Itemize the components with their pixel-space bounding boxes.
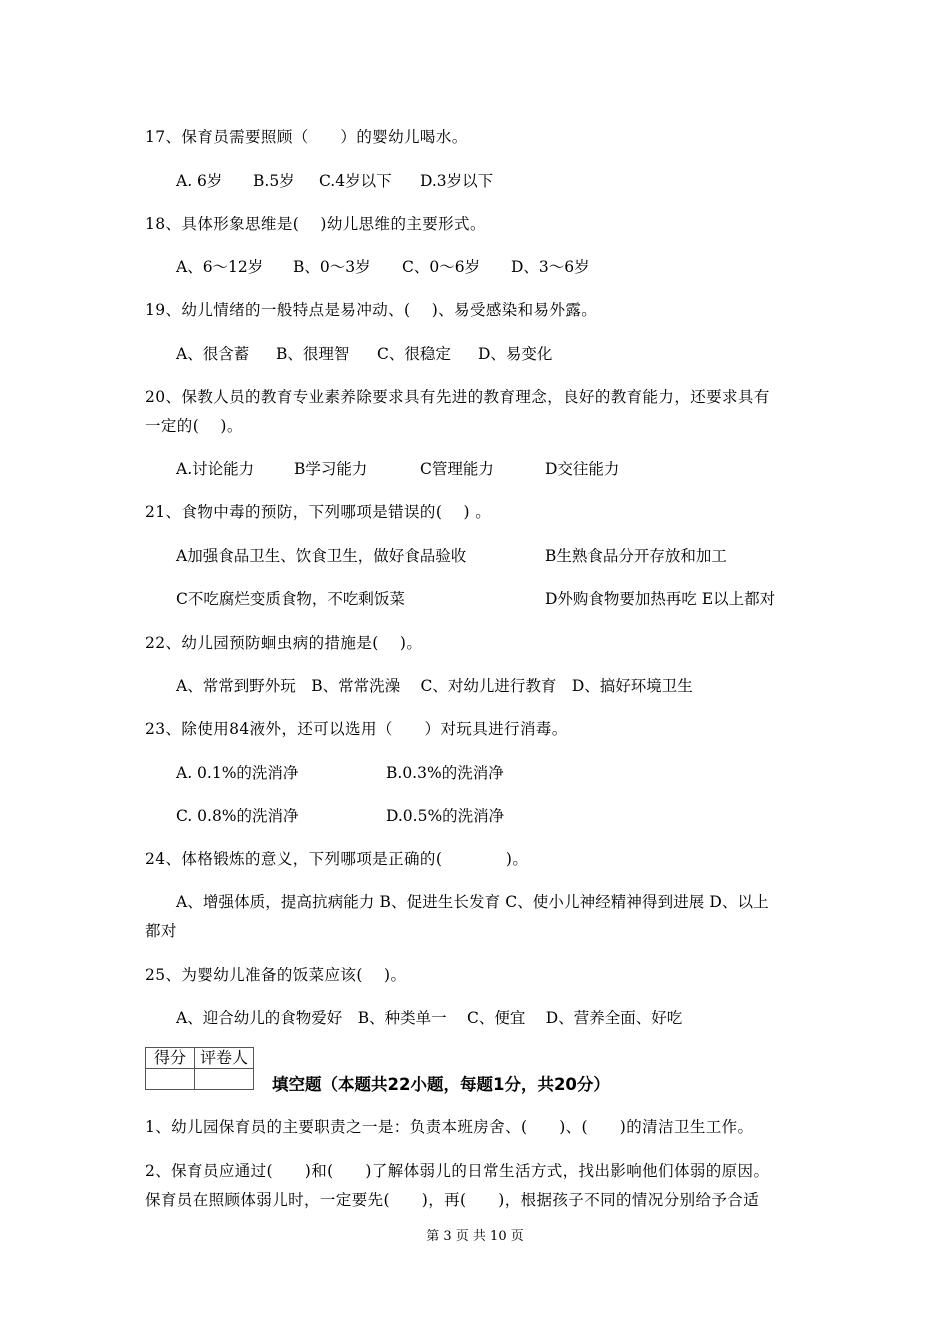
question-17-option-c: C.4岁以下 xyxy=(319,172,392,190)
question-20-stem-line2: 一定的( )。 xyxy=(145,417,243,435)
question-25-stem: 25、为婴幼儿准备的饭菜应该( )。 xyxy=(145,966,407,984)
question-19-stem: 19、幼儿情绪的一般特点是易冲动、( )、易受感染和易外露。 xyxy=(145,301,598,319)
question-19-option-d: D、易变化 xyxy=(478,345,553,363)
question-17-option-a: A. 6岁 xyxy=(176,172,223,190)
question-21-option-d: D外购食物要加热再吃 E以上都对 xyxy=(545,590,776,608)
question-18-stem: 18、具体形象思维是( )幼儿思维的主要形式。 xyxy=(145,215,486,233)
question-23-option-b: B.0.3%的洗消净 xyxy=(386,764,504,782)
question-23-stem: 23、除使用84液外，还可以选用（ ）对玩具进行消毒。 xyxy=(145,720,568,738)
question-21-option-a: A加强食品卫生、饮食卫生，做好食品验收 xyxy=(176,547,467,565)
question-17-stem: 17、保育员需要照顾（ ）的婴幼儿喝水。 xyxy=(145,128,468,146)
fill-in-2-line1: 2、保育员应通过( )和( )了解体弱儿的日常生活方式，找出影响他们体弱的原因。 xyxy=(145,1162,770,1180)
question-23-option-c: C. 0.8%的洗消净 xyxy=(176,807,299,825)
question-18-option-d: D、3～6岁 xyxy=(511,258,590,276)
question-20-option-b: B学习能力 xyxy=(294,460,368,478)
fill-in-1: 1、幼儿园保育员的主要职责之一是：负责本班房舍、( )、( )的清洁卫生工作。 xyxy=(145,1118,754,1136)
question-21-stem: 21、食物中毒的预防，下列哪项是错误的( ) 。 xyxy=(145,503,492,521)
question-18-option-b: B、0～3岁 xyxy=(293,258,371,276)
question-25-options: A、迎合幼儿的食物爱好 B、种类单一 C、便宜 D、营养全面、好吃 xyxy=(176,1009,683,1027)
grader-header: 评卷人 xyxy=(195,1048,254,1069)
question-20-option-c: C管理能力 xyxy=(420,460,494,478)
question-20-option-d: D交往能力 xyxy=(545,460,620,478)
fill-in-2-line2: 保育员在照顾体弱儿时，一定要先( )，再( )，根据孩子不同的情况分别给予合适 xyxy=(145,1191,760,1209)
question-24-options-line1: A、增强体质，提高抗病能力 B、促进生长发育 C、使小儿神经精神得到进展 D、以上 xyxy=(176,893,769,911)
question-20-stem-line1: 20、保教人员的教育专业素养除要求具有先进的教育理念，良好的教育能力，还要求具有 xyxy=(145,388,770,406)
question-24-options-line2: 都对 xyxy=(145,922,177,940)
question-19-option-a: A、很含蓄 xyxy=(176,345,250,363)
score-box xyxy=(145,1047,254,1090)
question-22-options: A、常常到野外玩 B、常常洗澡 C、对幼儿进行教育 D、搞好环境卫生 xyxy=(176,677,693,695)
question-19-option-b: B、很理智 xyxy=(276,345,350,363)
question-20-option-a: A.讨论能力 xyxy=(176,460,255,478)
question-23-option-d: D.0.5%的洗消净 xyxy=(386,807,505,825)
score-header: 得分 xyxy=(146,1048,195,1069)
question-22-stem: 22、幼儿园预防蛔虫病的措施是( )。 xyxy=(145,634,423,652)
section-title: 填空题（本题共22小题，每题1分，共20分） xyxy=(272,1075,610,1094)
question-17-option-d: D.3岁以下 xyxy=(420,172,494,190)
question-18-option-c: C、0～6岁 xyxy=(402,258,481,276)
page-footer: 第 3 页 共 10 页 xyxy=(426,1229,524,1244)
question-17-option-b: B.5岁 xyxy=(253,172,295,190)
question-21-option-b: B生熟食品分开存放和加工 xyxy=(545,547,727,565)
question-24-stem: 24、体格锻炼的意义，下列哪项是正确的( )。 xyxy=(145,850,529,868)
score-cell xyxy=(146,1069,195,1090)
question-23-option-a: A. 0.1%的洗消净 xyxy=(176,764,299,782)
grader-cell xyxy=(195,1069,254,1090)
question-21-option-c: C不吃腐烂变质食物，不吃剩饭菜 xyxy=(176,590,405,608)
question-18-option-a: A、6～12岁 xyxy=(176,258,264,276)
question-19-option-c: C、很稳定 xyxy=(377,345,451,363)
